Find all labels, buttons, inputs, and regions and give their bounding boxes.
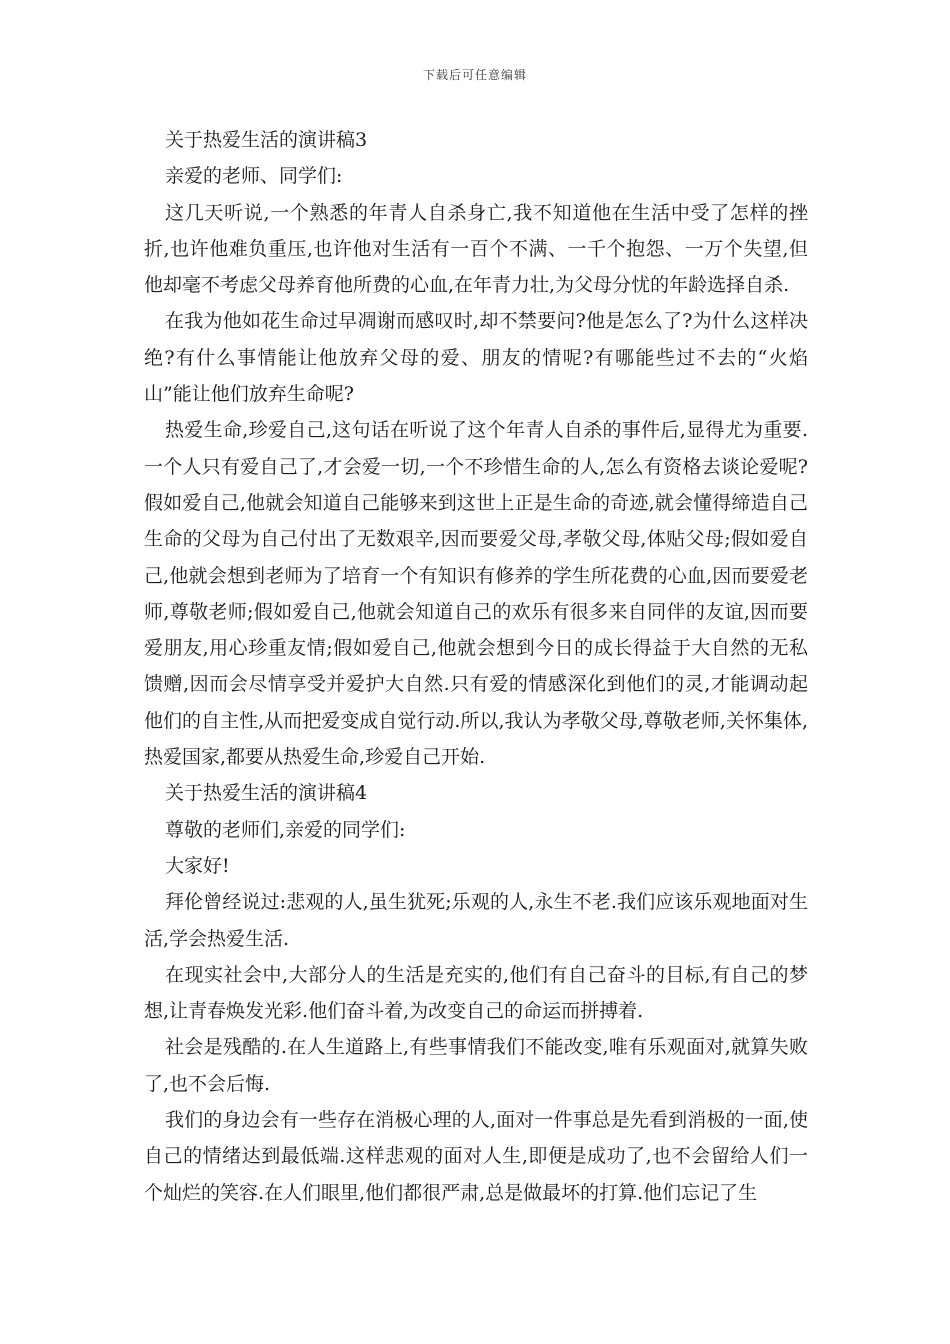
header-note: 下载后可任意编辑: [422, 68, 527, 82]
paragraph: 这几天听说,一个熟悉的年青人自杀身亡,我不知道他在生活中受了怎样的挫折,也许他难负重压,也许他对生活有一百个不满、一千个抱怨、一万个失望,但他却毫不考虑父母养育他所费的心血,在年青力壮,为父母分忧的年龄选择自杀.: [144, 201, 808, 297]
salutation-3: 亲爱的老师、同学们:: [165, 165, 343, 188]
speech-title-3: 关于热爱生活的演讲稿3: [165, 129, 368, 151]
paragraph: 拜伦曾经说过:悲观的人,虽生犹死;乐观的人,永生不老.我们应该乐观地面对生活,学会热爱生活.: [144, 891, 808, 950]
paragraph: 在现实社会中,大部分人的生活是充实的,他们有自己奋斗的目标,有自己的梦想,让青春焕发光彩.他们奋斗着,为改变自己的命运而拼搏着.: [144, 963, 808, 1023]
document-body: [144, 122, 808, 1211]
paragraph: 热爱生命,珍爱自己,这句话在听说了这个年青人自杀的事件后,显得尤为重要.一个人只有爱自己了,才会爱一切,一个不珍惜生命的人,怎么有资格去谈论爱呢?假如爱自己,他就会知道自己能够来到这世上正是生命的奇迹,就会懂得缔造自己生命的父母为自己付出了无数艰辛,因而要爱父母,孝敬父母,体贴父母;假如爱自己,他就会想到老师为了培育一个有知识有修养的学生所花费的心血,因而要爱老师,尊敬老师;假如爱自己,他就会知道自己的欢乐有很多来自同伴的友谊,因而要爱朋友,用心珍重友情;假如爱自己,他就会想到今日的成长得益于大自然的无私馈赠,因而会尽情享受并爱护大自然.只有爱的情感深化到他们的灵,才能调动起他们的自主性,从而把爱变成自觉行动.所以,我认为孝敬父母,尊敬老师,关怀集体,热爱国家,都要从热爱生命,珍爱自己开始.: [144, 419, 808, 769]
paragraph: 我们的身边会有一些存在消极心理的人,面对一件事总是先看到消极的一面,使自己的情绪达到最低端.这样悲观的面对人生,即便是成功了,也不会留给人们一个灿烂的笑容.在人们眼里,他们都很严肃,总是做最坏的打算.他们忘记了生: [144, 1109, 808, 1204]
salutation-4: 尊敬的老师们,亲爱的同学们:: [165, 818, 406, 841]
paragraph: 社会是残酷的.在人生道路上,有些事情我们不能改变,唯有乐观面对,就算失败了,也不会后悔.: [144, 1036, 808, 1095]
paragraph: 在我为他如花生命过早凋谢而感叹时,却不禁要问?他是怎么了?为什么这样决绝?有什么事情能让他放弃父母的爱、朋友的情呢?有哪能些过不去的“火焰山”能让他们放弃生命呢?: [144, 310, 808, 406]
greeting: 大家好!: [165, 854, 230, 877]
speech-title-4: 关于热爱生活的演讲稿4: [165, 782, 368, 805]
